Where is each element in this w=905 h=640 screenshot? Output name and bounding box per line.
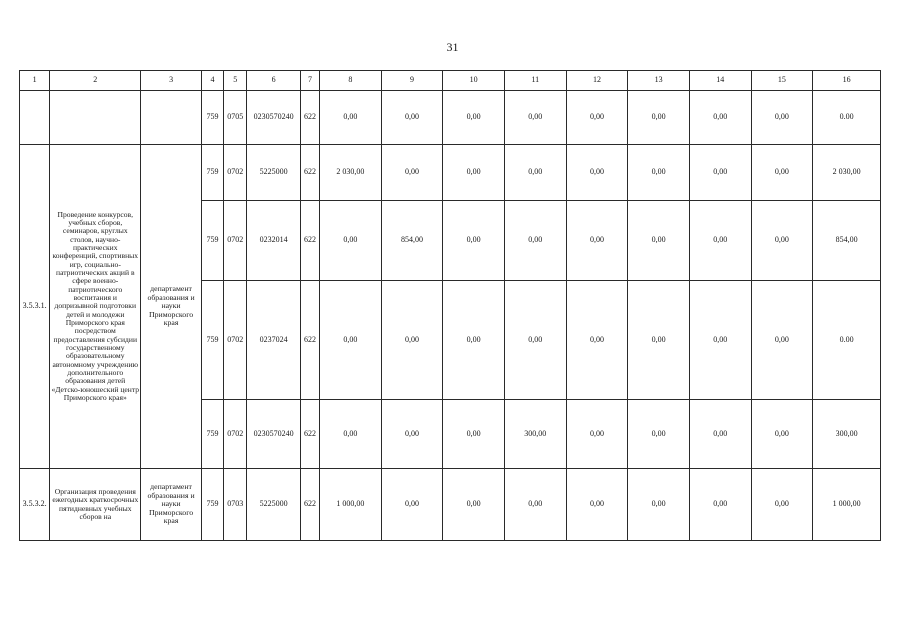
column-header: 4 bbox=[201, 71, 223, 91]
amount-cell: 0,00 bbox=[751, 201, 813, 281]
description-cell: Проведение конкурсов, учебных сборов, семинаров, круглых столов, научно-практических конференций, спортивных игр, социально-патриотических акций в сфере военно-патриотического воспитания и допризывной подготовки детей и молодежи Приморского края посредством предоставления субсидии государственному образовательному автономному учреждению дополнительного образования детей «Детско-юношеский центр Приморского края» bbox=[50, 145, 141, 469]
column-header: 6 bbox=[247, 71, 301, 91]
amount-cell: 0,00 bbox=[381, 91, 443, 145]
amount-cell: 2 030,00 bbox=[320, 145, 382, 201]
amount-cell: 0,00 bbox=[504, 91, 566, 145]
target-article-code: 0230570240 bbox=[247, 400, 301, 469]
section-code: 0703 bbox=[224, 469, 247, 541]
amount-cell: 0,00 bbox=[443, 201, 505, 281]
expense-type-code: 622 bbox=[300, 281, 319, 400]
expense-type-code: 622 bbox=[300, 400, 319, 469]
column-header: 11 bbox=[504, 71, 566, 91]
total-cell: 300,00 bbox=[813, 400, 881, 469]
amount-cell: 0,00 bbox=[320, 91, 382, 145]
ministry-code: 759 bbox=[201, 145, 223, 201]
target-article-code: 5225000 bbox=[247, 145, 301, 201]
executor-cell: департамент образования и науки Приморского края bbox=[141, 469, 202, 541]
amount-cell: 0,00 bbox=[689, 400, 751, 469]
expense-type-code: 622 bbox=[300, 91, 319, 145]
total-cell: 1 000,00 bbox=[813, 469, 881, 541]
amount-cell: 0,00 bbox=[628, 201, 690, 281]
amount-cell: 0,00 bbox=[566, 400, 628, 469]
amount-cell: 0,00 bbox=[566, 201, 628, 281]
page-number: 31 bbox=[446, 40, 459, 54]
description-cell: Организация проведения ежегодных краткосрочных пятидневных учебных сборов на bbox=[50, 469, 141, 541]
amount-cell: 0,00 bbox=[628, 400, 690, 469]
amount-cell: 0,00 bbox=[443, 145, 505, 201]
target-article-code: 0232014 bbox=[247, 201, 301, 281]
target-article-code: 5225000 bbox=[247, 469, 301, 541]
total-cell: 0.00 bbox=[813, 91, 881, 145]
section-code: 0702 bbox=[224, 281, 247, 400]
ministry-code: 759 bbox=[201, 469, 223, 541]
expense-type-code: 622 bbox=[300, 145, 319, 201]
amount-cell: 0,00 bbox=[689, 145, 751, 201]
column-header: 7 bbox=[300, 71, 319, 91]
target-article-code: 0237024 bbox=[247, 281, 301, 400]
column-header: 16 bbox=[813, 71, 881, 91]
amount-cell: 0,00 bbox=[566, 145, 628, 201]
amount-cell: 0,00 bbox=[628, 469, 690, 541]
amount-cell: 0,00 bbox=[566, 91, 628, 145]
amount-cell: 0,00 bbox=[689, 91, 751, 145]
table-row bbox=[20, 91, 881, 145]
expense-type-code: 622 bbox=[300, 469, 319, 541]
amount-cell: 854,00 bbox=[381, 201, 443, 281]
column-header: 8 bbox=[320, 71, 382, 91]
amount-cell: 0,00 bbox=[689, 469, 751, 541]
target-article-code: 0230570240 bbox=[247, 91, 301, 145]
ministry-code: 759 bbox=[201, 281, 223, 400]
amount-cell: 0,00 bbox=[628, 91, 690, 145]
amount-cell: 0,00 bbox=[566, 469, 628, 541]
amount-cell: 0,00 bbox=[566, 281, 628, 400]
expense-type-code: 622 bbox=[300, 201, 319, 281]
executor-cell: департамент образования и науки Приморского края bbox=[141, 145, 202, 469]
section-code: 0705 bbox=[224, 91, 247, 145]
total-cell: 0.00 bbox=[813, 281, 881, 400]
amount-cell: 0,00 bbox=[381, 145, 443, 201]
amount-cell: 0,00 bbox=[751, 281, 813, 400]
amount-cell: 0,00 bbox=[751, 469, 813, 541]
amount-cell: 0,00 bbox=[381, 281, 443, 400]
amount-cell: 0,00 bbox=[504, 281, 566, 400]
column-header: 3 bbox=[141, 71, 202, 91]
ministry-code: 759 bbox=[201, 91, 223, 145]
section-code: 0702 bbox=[224, 145, 247, 201]
amount-cell: 0,00 bbox=[443, 281, 505, 400]
column-header: 2 bbox=[50, 71, 141, 91]
amount-cell: 0,00 bbox=[320, 400, 382, 469]
item-code-cell: 3.5.3.1. bbox=[20, 145, 50, 469]
amount-cell: 300,00 bbox=[504, 400, 566, 469]
section-code: 0702 bbox=[224, 201, 247, 281]
amount-cell: 0,00 bbox=[689, 281, 751, 400]
total-cell: 854,00 bbox=[813, 201, 881, 281]
column-header: 5 bbox=[224, 71, 247, 91]
amount-cell: 0,00 bbox=[628, 145, 690, 201]
amount-cell: 0,00 bbox=[381, 469, 443, 541]
executor-cell bbox=[141, 91, 202, 145]
amount-cell: 1 000,00 bbox=[320, 469, 382, 541]
column-header: 1 bbox=[20, 71, 50, 91]
table-row bbox=[20, 145, 881, 201]
amount-cell: 0,00 bbox=[504, 145, 566, 201]
amount-cell: 0,00 bbox=[320, 201, 382, 281]
amount-cell: 0,00 bbox=[381, 400, 443, 469]
amount-cell: 0,00 bbox=[443, 400, 505, 469]
ministry-code: 759 bbox=[201, 201, 223, 281]
column-header: 10 bbox=[443, 71, 505, 91]
amount-cell: 0,00 bbox=[504, 201, 566, 281]
amount-cell: 0,00 bbox=[689, 201, 751, 281]
column-header: 14 bbox=[689, 71, 751, 91]
table-row bbox=[20, 469, 881, 541]
item-code-cell: 3.5.3.2. bbox=[20, 469, 50, 541]
description-cell bbox=[50, 91, 141, 145]
column-header: 9 bbox=[381, 71, 443, 91]
amount-cell: 0,00 bbox=[320, 281, 382, 400]
total-cell: 2 030,00 bbox=[813, 145, 881, 201]
ministry-code: 759 bbox=[201, 400, 223, 469]
amount-cell: 0,00 bbox=[751, 145, 813, 201]
column-header: 13 bbox=[628, 71, 690, 91]
column-header: 15 bbox=[751, 71, 813, 91]
section-code: 0702 bbox=[224, 400, 247, 469]
column-header-row bbox=[20, 71, 881, 91]
amount-cell: 0,00 bbox=[504, 469, 566, 541]
budget-table bbox=[19, 70, 881, 541]
amount-cell: 0,00 bbox=[443, 469, 505, 541]
item-code-cell bbox=[20, 91, 50, 145]
amount-cell: 0,00 bbox=[751, 400, 813, 469]
amount-cell: 0,00 bbox=[628, 281, 690, 400]
amount-cell: 0,00 bbox=[751, 91, 813, 145]
amount-cell: 0,00 bbox=[443, 91, 505, 145]
column-header: 12 bbox=[566, 71, 628, 91]
